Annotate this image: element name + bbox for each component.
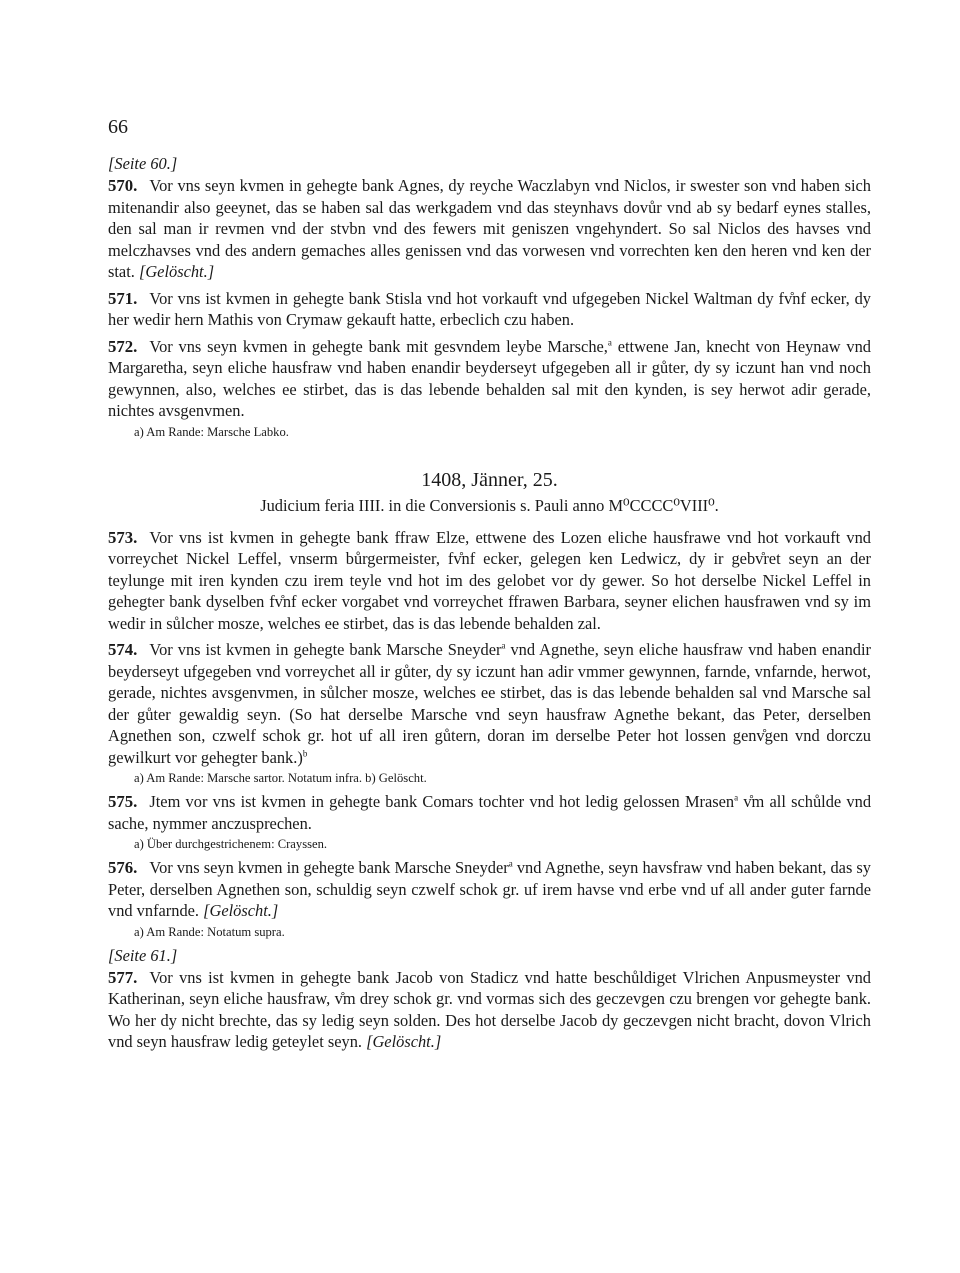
entry-number: 570. xyxy=(108,176,138,195)
entry-text: Vor vns ist kvmen in gehegte bank Stisla vnd hot vorkauft vnd ufgegeben Nickel Waltman dy fv̊nf ecker, dy her wedir hern Mathis von Crymaw gekauft hatte, erbeclich czu haben. xyxy=(108,288,871,329)
date-heading: 1408, Jänner, 25. xyxy=(421,468,558,491)
entry-text: Vor vns seyn kvmen in gehegte bank mit gesvndem leybe Marsche, xyxy=(149,336,608,356)
entry-number: 577. xyxy=(108,967,138,987)
entry-text: Vor vns seyn kvmen in gehegte bank Agnes, dy reyche Waczlabyn vnd Niclos, ir swester son vnd haben sich mitenandir also geeynet, das se haben sal das werkgadem vnd das steynhavs dovůr vnd ab sy bedarf eynes stalles, den sal man ir revmen vnd der stvbn vnd des fewers mit geniszen vngehyndert. So sal Niclos des havses vnd melczhavses vnd des andern gemaches alles genissen vnd das vorwesen vnd vorrechten ken den heren vnd ken der stat. xyxy=(108,176,871,281)
status-note: [Gelöscht.] xyxy=(138,262,215,281)
entry-text-cont: v̊m all schůlde vnd sache, nymmer anczusprechen. xyxy=(108,792,872,833)
entry-number: 573. xyxy=(108,527,138,547)
page-marker-61: [Seite 61.] xyxy=(108,945,178,965)
entry-text-cont: vnd Agnethe, seyn havsfraw vnd haben bekant, das sy Peter, derselben Agnethen son, schuldig seyn czwelf schok gr. uf irem havse vnd erbe vnd uf all ander guter farnde vnd vnfarnde. xyxy=(108,858,872,920)
footnote: a) Am Rande: Marsche Labko. xyxy=(134,424,289,439)
entry-571 xyxy=(108,288,871,331)
entry-text: Vor vns ist kvmen in gehegte bank ffraw Elze, ettwene des Lozen eliche hausfrawe vnd hot vorkauft vnd vorreychet Nickel Leffel, vnserm bůrgermeister, fv̊nf ecker, gelegen ken Ledwicz, dy ir gebv̊ret seyn an der teylunge mit iren kynden czu irem teyle vnd hot im des gelobet vor dy gewer. So hot derselbe Nickel Leffel in gehegter bank dyselben fv̊nf ecker vorgabet vnd vorreychet ffrawen Barbara, seyner elichen hausfrawen vnd sy im wedir in sůlcher mosze, welches ee stirbet, das is das lebende behalden zal. xyxy=(108,527,871,633)
entry-576 xyxy=(108,857,871,922)
entry-number: 574. xyxy=(108,640,138,659)
status-note: [Gelöscht.] xyxy=(203,901,279,920)
footnote: a) Über durchgestrichenem: Crayssen. xyxy=(134,837,328,851)
entry-number: 575. xyxy=(108,792,138,811)
session-subheading: Judicium feria IIII. in die Conversionis s. Pauli anno M⁰CCCC⁰VIII⁰. xyxy=(260,495,719,515)
entry-number: 571. xyxy=(108,288,138,308)
page-marker-60: [Seite 60.] xyxy=(108,154,178,173)
document-page xyxy=(108,114,871,1058)
entry-text: Vor vns ist kvmen in gehegte bank Jacob von Stadicz vnd hatte beschůldiget Vlrichen Anpusmeyster vnd Katherinan, seyn eliche hausfraw, v̊m drey schok gr. vnd vormas sich des geczevgen czu brengen vor gehegte bank. Wo her dy nicht brechte, das sy ledig seyn solden. Des hot derselbe Jacob dy geczevgen nicht bracht, dovon Vlrich vnd seyn hausfraw ledig geteylet seyn. xyxy=(108,967,871,1051)
footnote-ref: a xyxy=(501,640,506,651)
footnote: a) Am Rande: Notatum supra. xyxy=(134,924,285,939)
footnote-ref: a xyxy=(734,792,739,803)
entry-570 xyxy=(108,175,871,283)
page-number: 66 xyxy=(108,116,128,138)
status-note: [Gelöscht.] xyxy=(366,1032,442,1051)
entry-text: Vor vns seyn kvmen in gehegte bank Marsche Sneyder xyxy=(149,858,509,877)
footnote-ref: a xyxy=(607,337,612,348)
entry-573 xyxy=(108,527,871,635)
entry-text-cont: vnd Agnethe, seyn eliche hausfraw vnd haben enandir beyderseyt ufgegeben vnd vorreychet all ir gůter, dy sy iczunt han adir vmmer gewynnen, farnde, vnfarnde, herwot, gerade, nichtes avsgenvmen, in sůlcher mosze, welches ee stirbet, das is das lebende behalden sal vnd Marsche sal der gůter gewaldig seyn. (So hat derselbe Marsche vnd seyn hausfraw Agnethe bekant, das Peter, derselben Agnethen son, czwelf schok gr. hot uf all iren gůtern, doran im derselbe Peter hot lossen genv̊gen vnd dorczu gewilkurt vor gehegter bank.) xyxy=(108,640,871,767)
entry-572 xyxy=(108,336,871,422)
footnote: a) Am Rande: Marsche sartor. Notatum infra. b) Gelöscht. xyxy=(134,771,427,785)
entry-number: 576. xyxy=(108,858,138,877)
entry-text-cont: ettwene Jan, knecht von Heynaw vnd Margaretha, seyn eliche hausfraw vnd haben enandir beyderseyt ufgegeben all ir gůter, dy sy iczunt han vnd noch gewynnen, also, welches ee stirbet, das is das lebende behalden sal mit den kynden, is sey herwot adir gerade, nichtes avsgenvmen. xyxy=(108,336,871,420)
entry-text: Jtem vor vns ist kvmen in gehegte bank Comars tochter vnd hot ledig gelossen Mrasen xyxy=(149,792,735,811)
footnote-ref: b xyxy=(302,748,308,759)
entry-575 xyxy=(108,791,871,834)
entry-text: Vor vns ist kvmen in gehegte bank Marsche Sneyder xyxy=(149,640,502,659)
entry-577 xyxy=(108,967,871,1053)
entry-number: 572. xyxy=(108,336,138,356)
footnote-ref: a xyxy=(508,858,513,869)
entry-574 xyxy=(108,639,871,768)
